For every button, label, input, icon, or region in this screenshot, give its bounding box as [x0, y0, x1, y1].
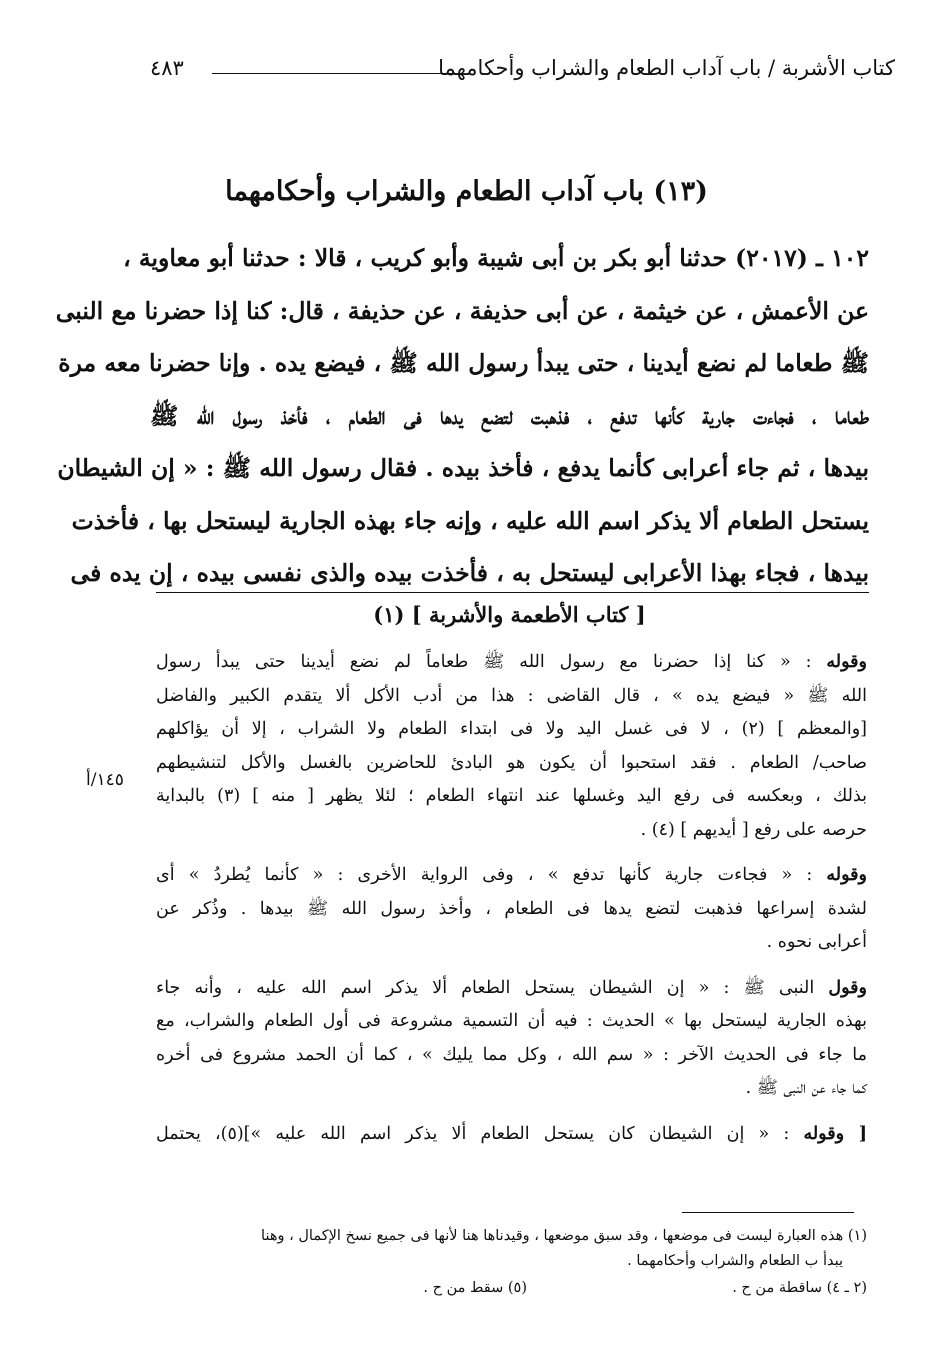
book-heading: [ كتاب الأطعمة والأشربة ] (١) — [373, 602, 646, 627]
commentary-line-text: النبى ﷺ : « إن الشيطان يستحل الطعام ألا يذكر اسم الله عليه ، وأنه جاء — [156, 977, 829, 998]
commentary-paragraph — [156, 1118, 867, 1152]
commentary-line — [156, 859, 867, 893]
footnote-rule — [682, 1212, 854, 1213]
commentary-line-text: : « كنا إذا حضرنا مع رسول الله ﷺ طعاماً لم نضع أيدينا حتى يبدأ رسول — [156, 652, 827, 672]
hadith-line: يستحل الطعام ألا يذكر اسم الله عليه ، وإنه جاء بهذه الجارية ليستحل بها ، فأخذت — [71, 506, 869, 535]
paragraph-lead: وقوله — [826, 865, 867, 885]
commentary-line — [156, 1118, 867, 1152]
hadith-line: طعاما ، فجاءت جارية كأنها تدفع ، فذهبت لتضع يدها فى الطعام ، فأخذ رسول الله ﷺ — [150, 401, 869, 430]
commentary — [156, 646, 867, 1163]
commentary-line: بذلك ، وبعكسه فى رفع اليد وغسلها عند انتهاء الطعام ؛ لئلا يظهر [ منه ] (٣) بالبداية — [156, 786, 867, 806]
commentary-paragraph — [156, 859, 867, 960]
hadith-line: بيدها ، ثم جاء أعرابى كأنما يدفع ، فأخذ بيده . فقال رسول الله ﷺ : « إن الشيطان — [57, 454, 869, 482]
running-header — [150, 56, 895, 90]
header-rule — [212, 73, 455, 74]
commentary-line-text: : « فجاءت جارية كأنها تدفع » ، وفى الرواية الأخرى : « كأنما يُطردُ » أى — [156, 865, 827, 885]
commentary-line: بهذه الجارية ليستحل بها » الحديث : فيه أن التسمية مشروعة فى أول الطعام والشراب، مع — [156, 1011, 867, 1031]
footnote-1-line: يبدأ ب الطعام والشراب وأحكامهما . — [627, 1253, 843, 1269]
commentary-line: ما جاء فى الحديث الآخر : « سم الله ، وكل مما يليك » ، كما أن الحمد مشروع فى أخره — [156, 1044, 867, 1065]
commentary-line-text: : « إن الشيطان كان يستحل الطعام ألا يذكر اسم الله عليه »](٥)، يحتمل — [156, 1123, 804, 1144]
paragraph-lead: وقوله — [826, 652, 867, 672]
paragraph-lead: [ وقوله — [803, 1123, 868, 1144]
commentary-paragraph — [156, 646, 867, 847]
footnotes — [158, 1224, 867, 1306]
hadith-line: بيدها ، فجاء بهذا الأعرابى ليستحل به ، فأخذت بيده والذى نفسى بيده ، إن يده فى — [70, 559, 869, 587]
page-number: ٤٨٣ — [150, 56, 184, 80]
footnote-2-4: (٢ ـ ٤) ساقطة من ح . — [732, 1280, 867, 1296]
footnote-1-line: (١) هذه العبارة ليست فى موضعها ، وقد سبق موضعها ، وقيدناها هنا لأنها فى جميع نسخ الإكمال ، وهنا — [261, 1228, 867, 1244]
section-divider — [156, 592, 869, 593]
hadith-line: ﷺ طعاما لم نضع أيدينا ، حتى يبدأ رسول الله ﷺ ، فيضع يده . وإنا حضرنا معه مرة — [58, 349, 869, 377]
footnote-5: (٥) سقط من ح . — [423, 1280, 527, 1296]
hadith-line: ١٠٢ ـ (٢٠١٧) حدثنا أبو بكر بن أبى شيبة وأبو كريب ، قالا : حدثنا أبو معاوية ، — [123, 244, 869, 272]
footnote-row — [158, 1280, 867, 1306]
margin-folio-note: ١٤٥/أ — [86, 770, 124, 790]
commentary-line: كما جاء عن النبى ﷺ . — [745, 1078, 867, 1098]
commentary-line: لشدة إسراعها فذهبت لتضع يدها فى الطعام ، وأخذ رسول الله ﷺ بيدها . وذُكر عن — [156, 898, 867, 919]
commentary-line: أعرابى نحوه . — [766, 932, 867, 952]
commentary-line: الله ﷺ « فيضع يده » ، قال القاضى : هذا من أدب الأكل ألا يتقدم الكبير والفاضل — [156, 685, 867, 706]
commentary-line: حرصه على رفع [ أيديهم ] (٤) . — [640, 819, 867, 840]
paragraph-lead: وقول — [828, 977, 867, 998]
hadith-line: عن الأعمش ، عن خيثمة ، عن أبى حذيفة ، عن حذيفة ، قال: كنا إذا حضرنا مع النبى — [55, 296, 869, 325]
commentary-line — [156, 646, 867, 680]
running-header-title: كتاب الأشربة / باب آداب الطعام والشراب وأحكامهما — [438, 56, 895, 80]
commentary-line: [والمعظم ] (٢) ، لا فى غسل اليد ولا فى ابتداء الطعام ولا الشراب ، إلا أن يؤاكلهم — [156, 719, 867, 739]
chapter-heading: (١٣) باب آداب الطعام والشراب وأحكامهما — [225, 176, 708, 207]
commentary-line — [156, 972, 867, 1006]
commentary-line: صاحب/ الطعام . فقد استحبوا أن يكون هو البادئ للحاضرين بالغسل والأكل لتنشيطهم — [156, 752, 867, 773]
commentary-paragraph — [156, 972, 867, 1106]
hadith-text — [55, 232, 869, 600]
